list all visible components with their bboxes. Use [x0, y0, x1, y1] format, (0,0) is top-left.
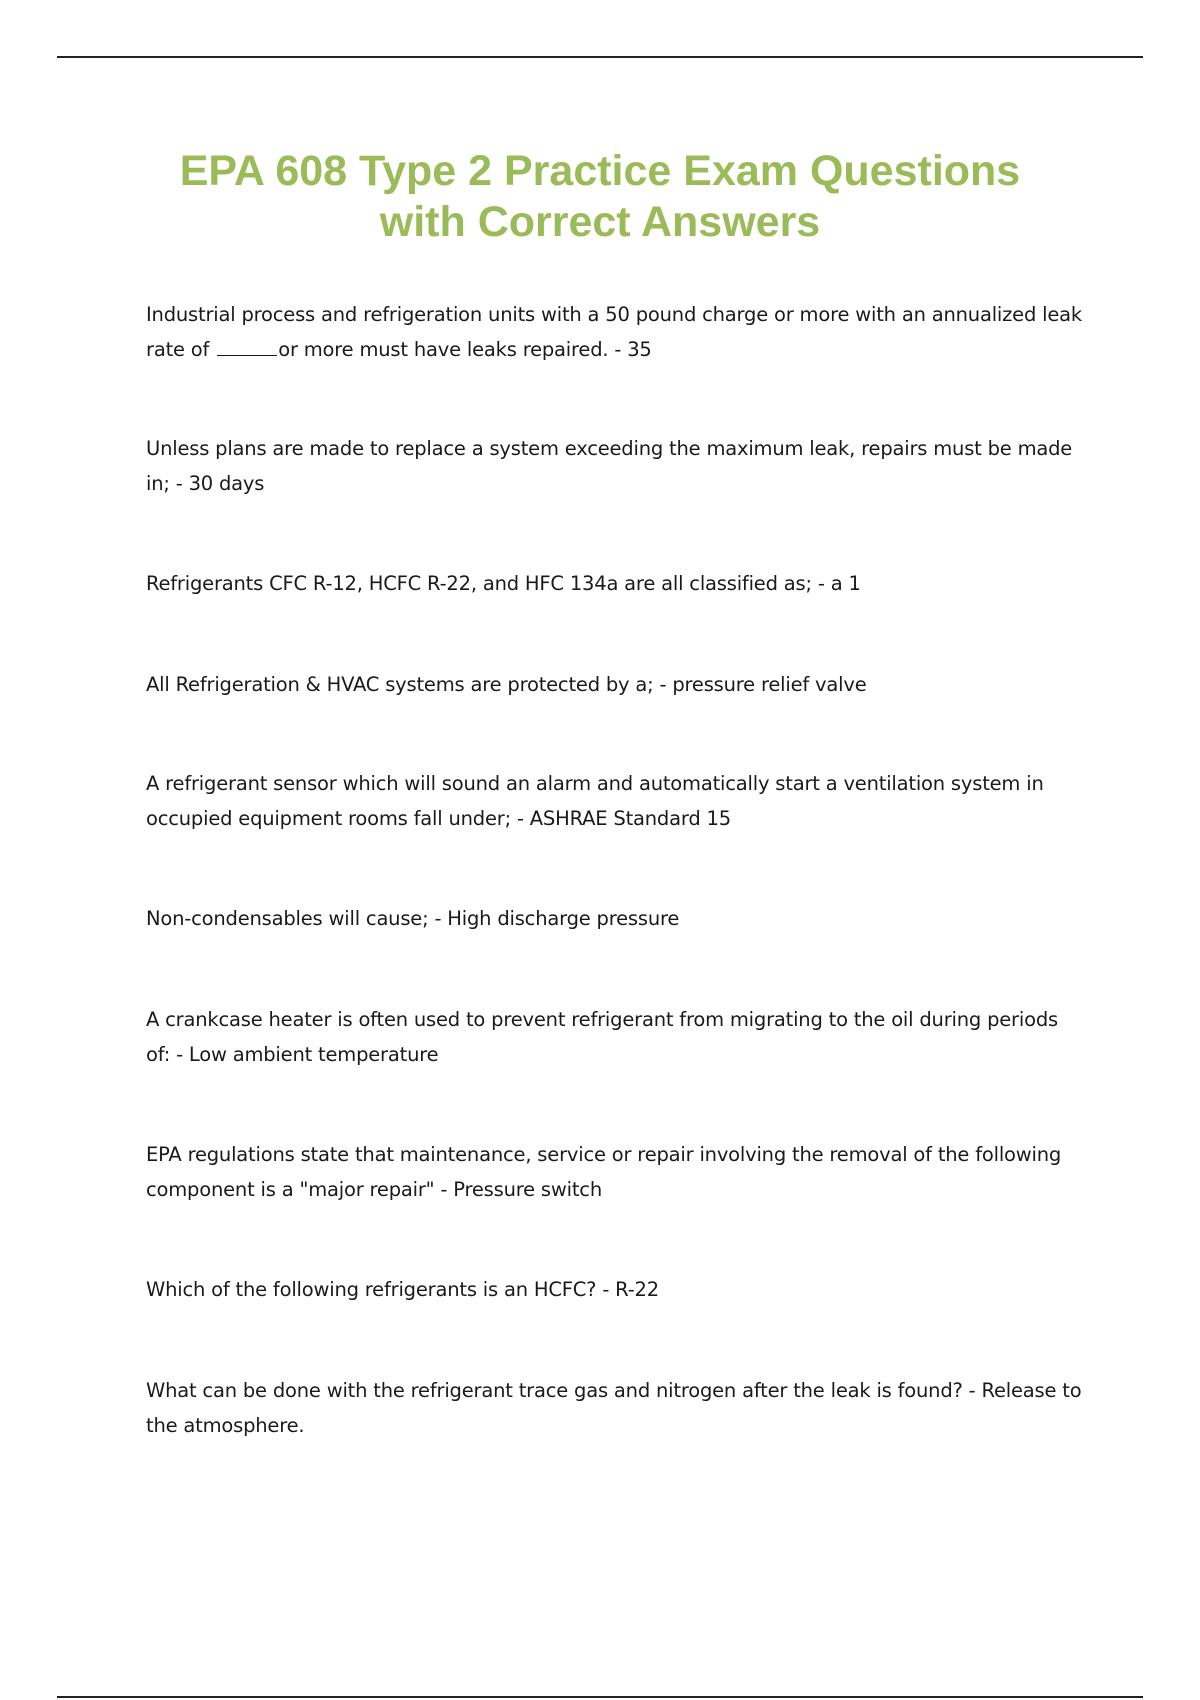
- question-item-2: [146, 431, 1086, 501]
- title-line-2: with Correct Answers: [379, 198, 821, 246]
- top-rule: [57, 56, 1143, 58]
- question-item-6: [146, 901, 1086, 936]
- fill-in-blank: [217, 337, 277, 356]
- question-text: EPA regulations state that maintenance, service or repair involving the removal of the following component is a "major repair" - Pressure switch: [146, 1143, 1062, 1201]
- question-text-pre: Industrial process and refrigeration units with a 50 pound charge or more with an annualized leak rate of: [146, 303, 1083, 361]
- question-item-3: [146, 566, 1086, 601]
- question-text: What can be done with the refrigerant trace gas and nitrogen after the leak is found? - Release to the atmosphere.: [146, 1379, 1082, 1437]
- question-text: A crankcase heater is often used to prevent refrigerant from migrating to the oil during periods of: - Low ambient temperature: [146, 1008, 1058, 1066]
- question-text: Non-condensables will cause; - High discharge pressure: [146, 907, 680, 930]
- question-item-8: [146, 1137, 1086, 1207]
- question-item-4: [146, 667, 1086, 702]
- bottom-rule: [57, 1696, 1143, 1698]
- page-title: [100, 146, 1100, 248]
- question-text-post: or more must have leaks repaired. - 35: [278, 338, 652, 361]
- question-item-1: [146, 297, 1086, 367]
- question-item-10: [146, 1373, 1086, 1443]
- title-line-1: EPA 608 Type 2 Practice Exam Questions: [179, 147, 1021, 195]
- question-text: A refrigerant sensor which will sound an alarm and automatically start a ventilation system in occupied equipment rooms fall under; - ASHRAE Standard 15: [146, 772, 1044, 830]
- question-text: Unless plans are made to replace a system exceeding the maximum leak, repairs must be made in; - 30 days: [146, 437, 1073, 495]
- question-item-9: [146, 1272, 1086, 1307]
- question-text: Which of the following refrigerants is an HCFC? - R-22: [146, 1278, 659, 1301]
- question-text: Refrigerants CFC R-12, HCFC R-22, and HFC 134a are all classified as; - a 1: [146, 572, 861, 595]
- question-item-7: [146, 1002, 1086, 1072]
- question-item-5: [146, 766, 1086, 836]
- question-text: All Refrigeration & HVAC systems are protected by a; - pressure relief valve: [146, 673, 867, 696]
